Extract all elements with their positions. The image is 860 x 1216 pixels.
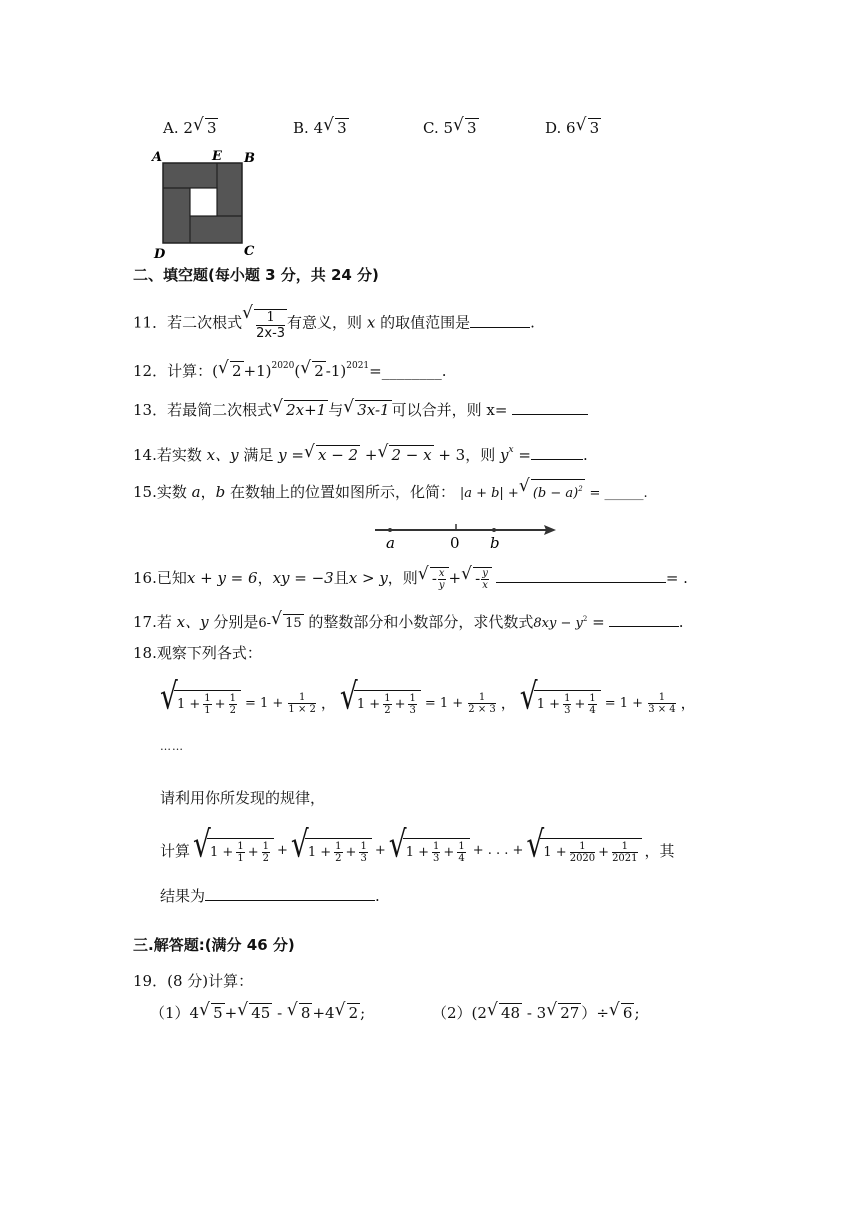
question-16: 16.已知x + y = 6，xy = −3且x > y，则√ - $\frac{x}{y}$ +√ - $\frac{y}{x}$ = . [133, 567, 688, 591]
question-19: 19．(8 分)计算： [133, 972, 254, 990]
inner-square [190, 188, 217, 216]
question-12: 12．计算：(√ 2 +1)$^{2020}$(√ 2 -1)$^{2021}$=________. [133, 356, 447, 381]
label-c: C [244, 244, 255, 259]
q10-option-d: D. 6√ 3 [545, 118, 601, 138]
q19-part-1: （1）4√ 5 +√ 45 - √ 8 +4√ 2 ; [150, 1003, 365, 1023]
question-11: 11．若二次根式 √ $\frac{1}{2x-3}$ 有意义，则 x 的取值范围是 . [133, 306, 535, 341]
q19-part-2: （2）(2√ 48 - 3√ 27 ）÷√ 6 ; [432, 1003, 640, 1023]
q10-option-a: A. 2√ 3 [163, 118, 218, 138]
question-14: 14.若实数 x、y 满足 y =√ x − 2 +√ 2 − x + 3，则 $y^x$ = . [133, 440, 588, 465]
question-15: 15.实数 a，b 在数轴上的位置如图所示，化简： |a + b| +√ $(b - a)^2$ = ______. [133, 479, 648, 504]
q10-option-b: B. 4√ 3 [293, 118, 349, 138]
q10-option-c: C. 5√ 3 [423, 118, 479, 138]
label-b: b [490, 534, 500, 552]
label-b: B [244, 151, 255, 166]
point-b [492, 528, 496, 532]
number-line [370, 518, 570, 552]
section-2-title: 二、填空题(每小题 3 分，共 24 分) [133, 266, 379, 284]
q18-hint: 请利用你所发现的规律， [160, 789, 326, 807]
section-3-title: 三.解答题:(满分 46 分) [133, 936, 295, 954]
label-d: D [154, 247, 166, 262]
question-13: 13．若最简二次根式√ 2x+1 与√ 3x-1 可以合并，则 x= [133, 400, 588, 420]
q18-dots: …… [160, 740, 184, 753]
question-18-title: 18.观察下列各式： [133, 644, 262, 662]
square-figure [150, 146, 265, 262]
point-a [388, 528, 392, 532]
label-e: E [212, 149, 222, 164]
label-a: a [386, 534, 395, 552]
label-zero: 0 [450, 534, 460, 552]
question-17: 17.若 x、y 分别是6-√ 15 的整数部分和小数部分，求代数式$8xy - y^2$ = . [133, 609, 683, 634]
q18-calculation: 计算 √ 1 + $\frac{1}{1}$ + $\frac{1}{2}$ + √ 1 + $\frac{1}{2}$ + $\frac{1}{3}$ + √ 1 + $\frac{1}{3}$ + $\frac{1}{4}$ + . . . + √ 1 + $\frac{1}{2020}$ + $\frac{1}{2021}$ ，其 [160, 838, 675, 864]
q18-result: 结果为 . [160, 887, 380, 905]
label-a: A [152, 150, 163, 165]
q18-examples: √ 1 + $\frac{1}{1}$ + $\frac{1}{2}$ = 1 + $\frac{1}{1 \times 2}$ ， √ 1 + $\frac{1}{2}$ + $\frac{1}{3}$ = 1 + $\frac{1}{2 \times 3}$ ， √ 1 + $\frac{1}{3}$ + $\frac{1}{4}$ = 1 + $\frac{1}{3 \times 4}$ ， [160, 690, 696, 716]
